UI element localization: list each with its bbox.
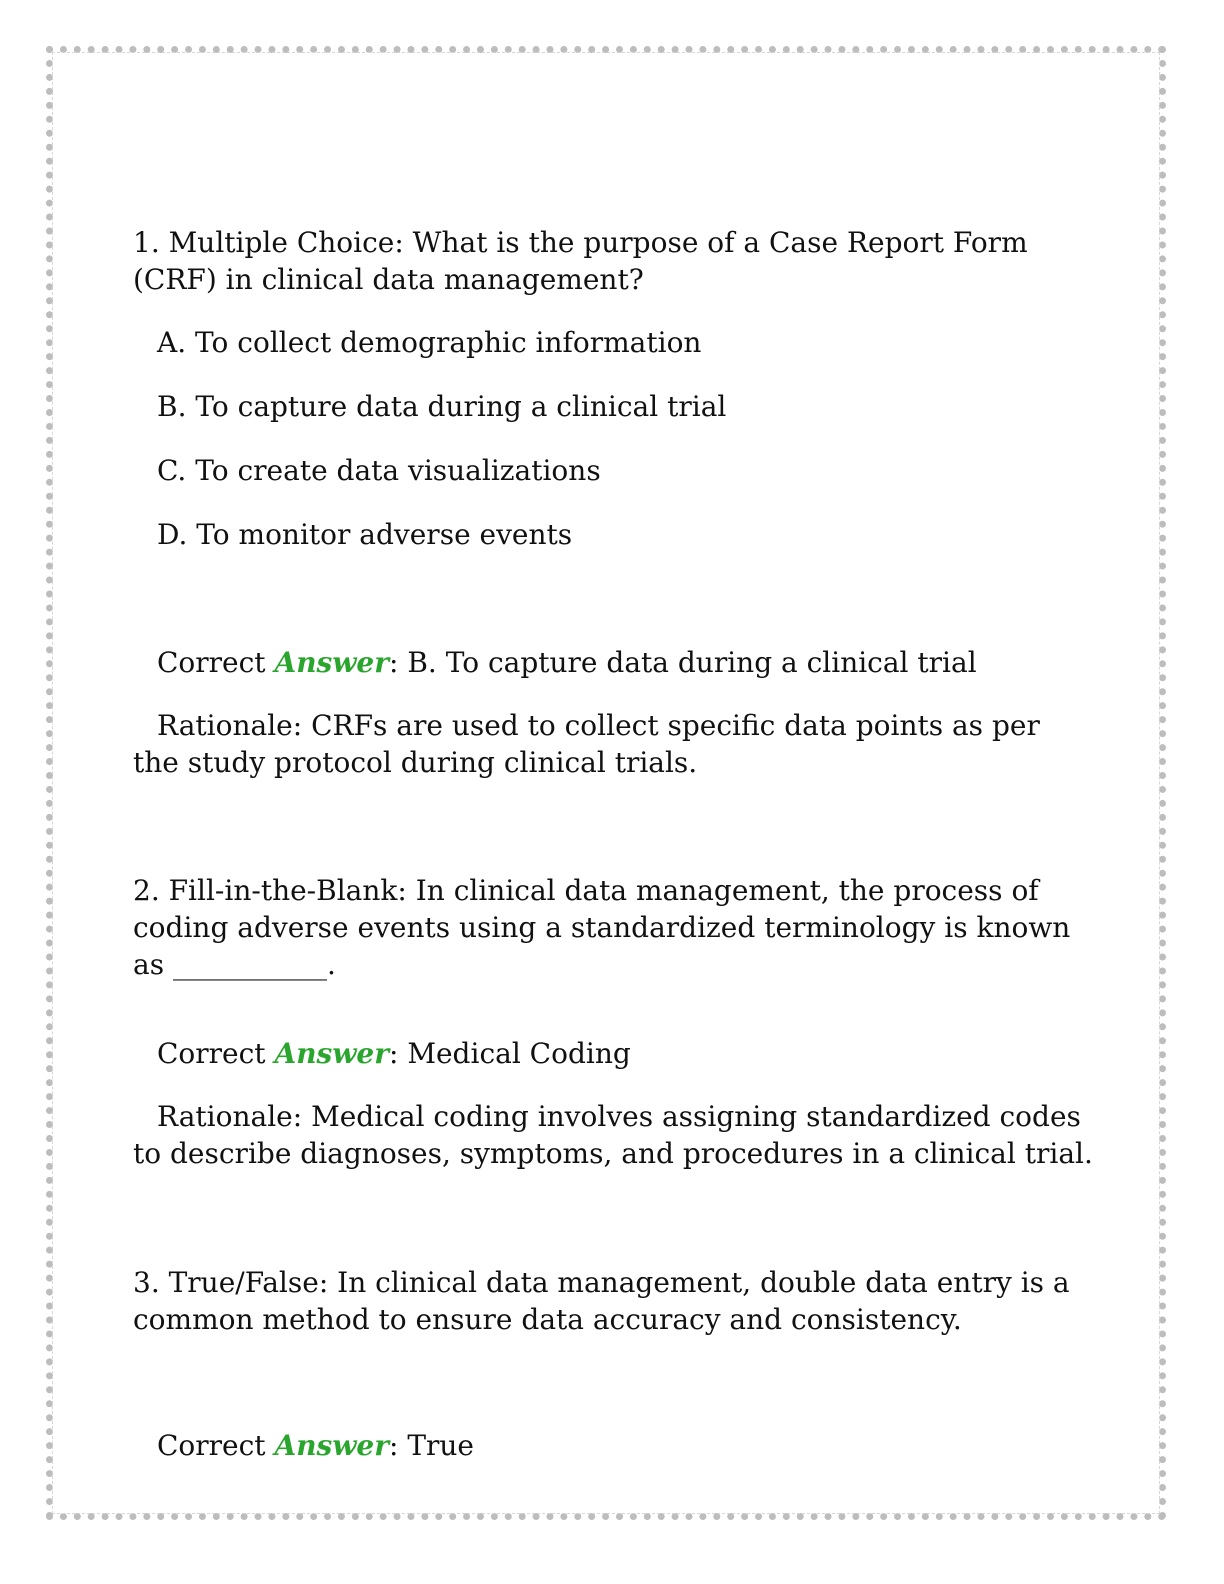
answer-prefix: Correct bbox=[157, 1037, 275, 1070]
question-2-answer bbox=[157, 1035, 1117, 1072]
question-2-prompt: 2. Fill-in-the-Blank: In clinical data management, the process of coding adverse events using a standardized terminology is known as ___________. bbox=[133, 874, 1071, 981]
question-1-option-a: A. To collect demographic information bbox=[157, 326, 702, 359]
question-3-answer bbox=[157, 1427, 1117, 1464]
answer-text: : True bbox=[388, 1429, 474, 1462]
answer-text: : Medical Coding bbox=[388, 1037, 631, 1070]
question-1-option-c: C. To create data visualizations bbox=[157, 454, 601, 487]
answer-label: Answer bbox=[274, 1037, 389, 1070]
answer-prefix: Correct bbox=[157, 646, 275, 679]
answer-text: : B. To capture data during a clinical trial bbox=[388, 646, 977, 679]
question-1-prompt: 1. Multiple Choice: What is the purpose of a Case Report Form (CRF) in clinical data management? bbox=[133, 226, 1028, 296]
question-1-option-b: B. To capture data during a clinical trial bbox=[157, 390, 727, 423]
question-1-answer bbox=[157, 644, 1117, 681]
question-3-prompt: 3. True/False: In clinical data management, double data entry is a common method to ensure data accuracy and consistency. bbox=[133, 1266, 1070, 1336]
question-1-rationale: Rationale: CRFs are used to collect specific data points as per the study protocol during clinical trials. bbox=[133, 709, 1040, 779]
answer-label: Answer bbox=[274, 646, 389, 679]
question-2-rationale: Rationale: Medical coding involves assigning standardized codes to describe diagnoses, symptoms, and procedures in a clinical trial. bbox=[133, 1100, 1093, 1170]
answer-label: Answer bbox=[274, 1429, 389, 1462]
question-1-option-d: D. To monitor adverse events bbox=[157, 518, 573, 551]
answer-prefix: Correct bbox=[157, 1429, 275, 1462]
